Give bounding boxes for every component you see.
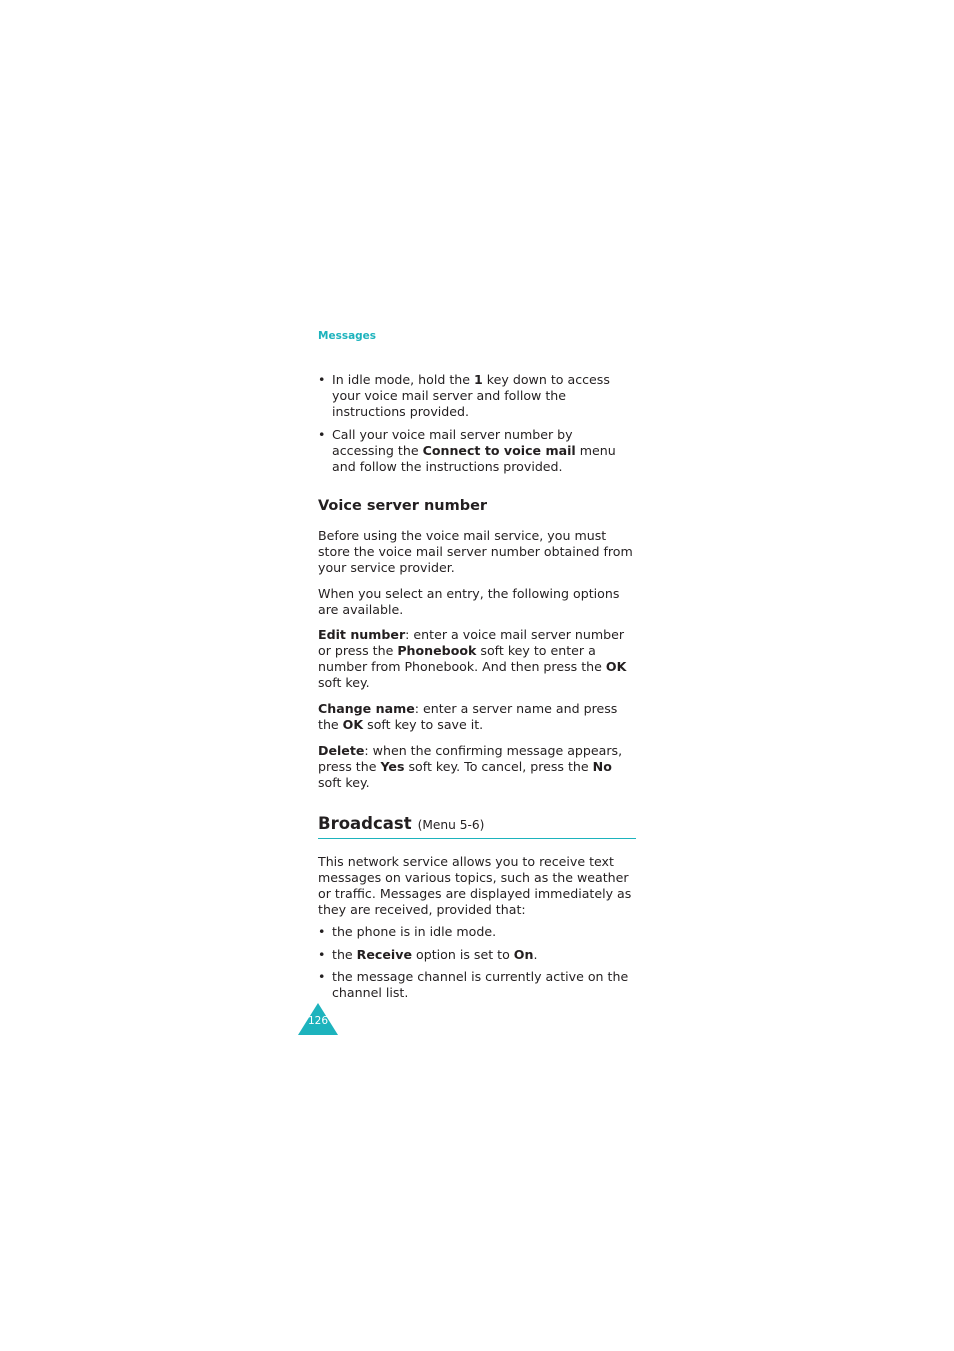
list-item: • the Receive option is set to On. [318, 947, 538, 962]
list-item: • the message channel is currently active on the channel list. [318, 969, 629, 1000]
bullet-icon: • [318, 427, 326, 442]
paragraph: Before using the voice mail service, you must store the voice mail server number obtained from your service provider. [318, 528, 633, 575]
section-heading-broadcast [318, 814, 636, 839]
broadcast-body [318, 854, 636, 1001]
list-item: • the phone is in idle mode. [318, 924, 497, 939]
list-item: • In idle mode, hold the 1 key down to access your voice mail server and follow the instructions provided. [318, 372, 610, 419]
option-edit-number: Edit number: enter a voice mail server number or press the Phonebook soft key to enter a number from Phonebook. And then press the OK soft key. [318, 627, 627, 690]
section-label: Messages [318, 330, 377, 342]
paragraph: When you select an entry, the following options are available. [318, 586, 620, 617]
page-number: 126 [307, 1015, 329, 1027]
bullet-icon: • [318, 372, 326, 387]
menu-code: (Menu 5-6) [417, 818, 485, 832]
bullet-icon: • [318, 924, 326, 939]
heading-title: Broadcast [318, 814, 412, 833]
option-change-name: Change name: enter a server name and press the OK soft key to save it. [318, 701, 618, 732]
intro-bullet-list [318, 372, 636, 475]
paragraph: This network service allows you to receive text messages on various topics, such as the weather or traffic. Messages are displayed immediately as they are received, provided that: [318, 854, 632, 917]
voice-server-body [318, 528, 636, 791]
bullet-icon: • [318, 947, 326, 962]
subheading-voice-server: Voice server number [318, 498, 488, 514]
list-item: • Call your voice mail server number by accessing the Connect to voice mail menu and follow the instructions provided. [318, 427, 616, 474]
bullet-icon: • [318, 969, 326, 984]
option-delete: Delete: when the confirming message appears, press the Yes soft key. To cancel, press the No soft key. [318, 743, 623, 790]
